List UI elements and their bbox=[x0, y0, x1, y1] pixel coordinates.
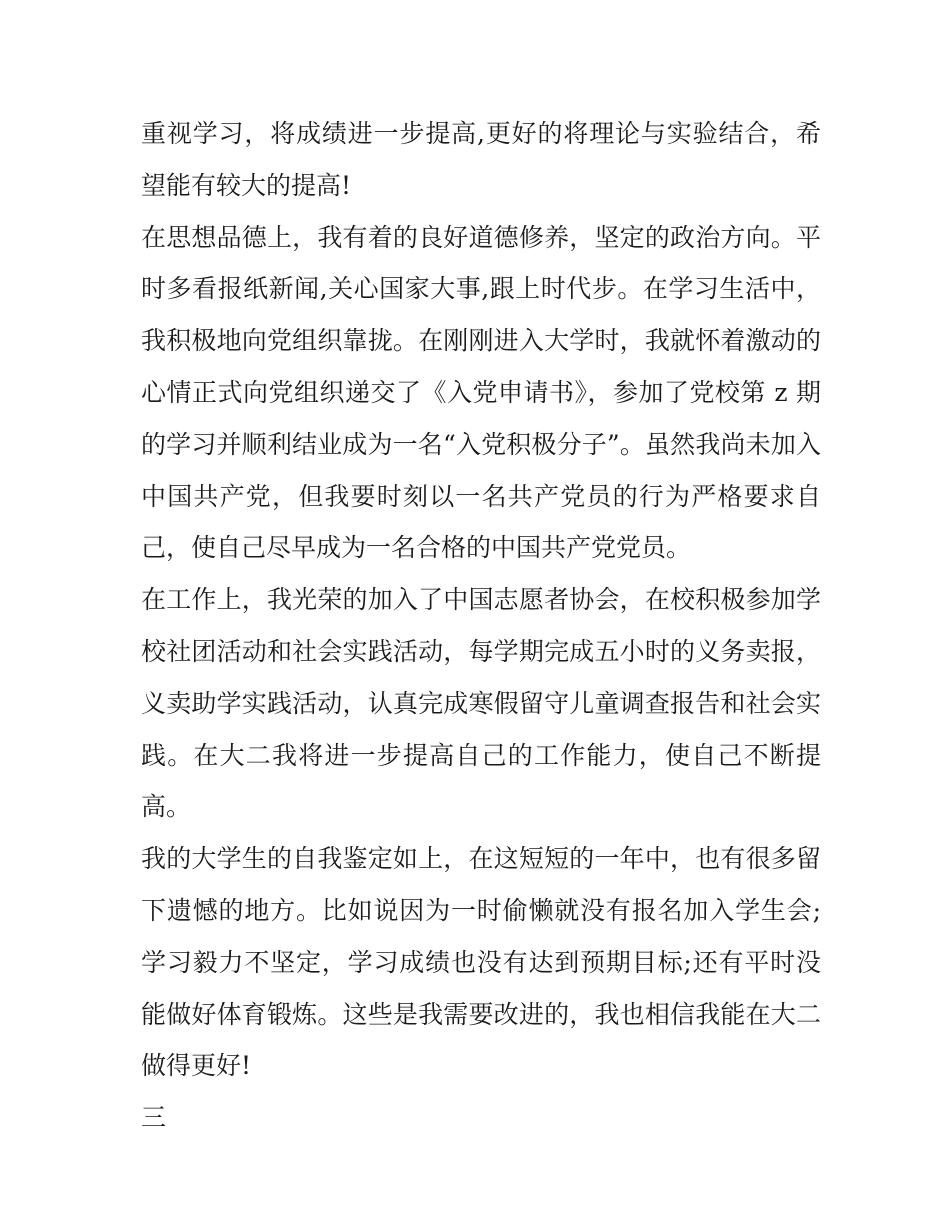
text-line: 学习毅力不坚定，学习成绩也没有达到预期目标;还有平时没 bbox=[141, 947, 821, 977]
text-line: 做得更好! bbox=[141, 1051, 252, 1081]
text-line: 心情正式向党组织递交了《入党申请书》，参加了党校第 z 期 bbox=[141, 377, 821, 407]
text-line: 义卖助学实践活动，认真完成寒假留守儿童调查报告和社会实 bbox=[141, 688, 821, 718]
text-line: 我的大学生的自我鉴定如上，在这短短的一年中，也有很多留 bbox=[141, 844, 821, 874]
text-line: 中国共产党，但我要时刻以一名共产党员的行为严格要求自 bbox=[141, 481, 821, 511]
text-line: 在思想品德上，我有着的良好道德修养，坚定的政治方向。平 bbox=[141, 222, 821, 252]
text-line: 重视学习，将成绩进一步提高,更好的将理论与实验结合，希 bbox=[141, 119, 821, 148]
document-body bbox=[141, 108, 821, 1144]
text-line: 望能有较大的提高! bbox=[141, 170, 352, 200]
text-line: 我积极地向党组织靠拢。在刚刚进入大学时，我就怀着激动的 bbox=[141, 326, 821, 356]
text-line: 高。 bbox=[141, 792, 192, 822]
text-line: 践。在大二我将进一步提高自己的工作能力，使自己不断提 bbox=[141, 740, 821, 770]
text-line: 校社团活动和社会实践活动，每学期完成五小时的义务卖报， bbox=[141, 636, 821, 666]
text-line: 己，使自己尽早成为一名合格的中国共产党党员。 bbox=[141, 533, 692, 563]
text-line: 三 bbox=[141, 1103, 167, 1133]
text-line: 时多看报纸新闻,关心国家大事,跟上时代步。在学习生活中， bbox=[141, 274, 821, 304]
text-line: 在工作上，我光荣的加入了中国志愿者协会，在校积极参加学 bbox=[141, 585, 821, 615]
text-line: 的学习并顺利结业成为一名“入党积极分子”。虽然我尚未加入 bbox=[141, 429, 821, 459]
text-line: 下遗憾的地方。比如说因为一时偷懒就没有报名加入学生会; bbox=[141, 895, 821, 925]
text-line: 能做好体育锻炼。这些是我需要改进的，我也相信我能在大二 bbox=[141, 999, 821, 1029]
